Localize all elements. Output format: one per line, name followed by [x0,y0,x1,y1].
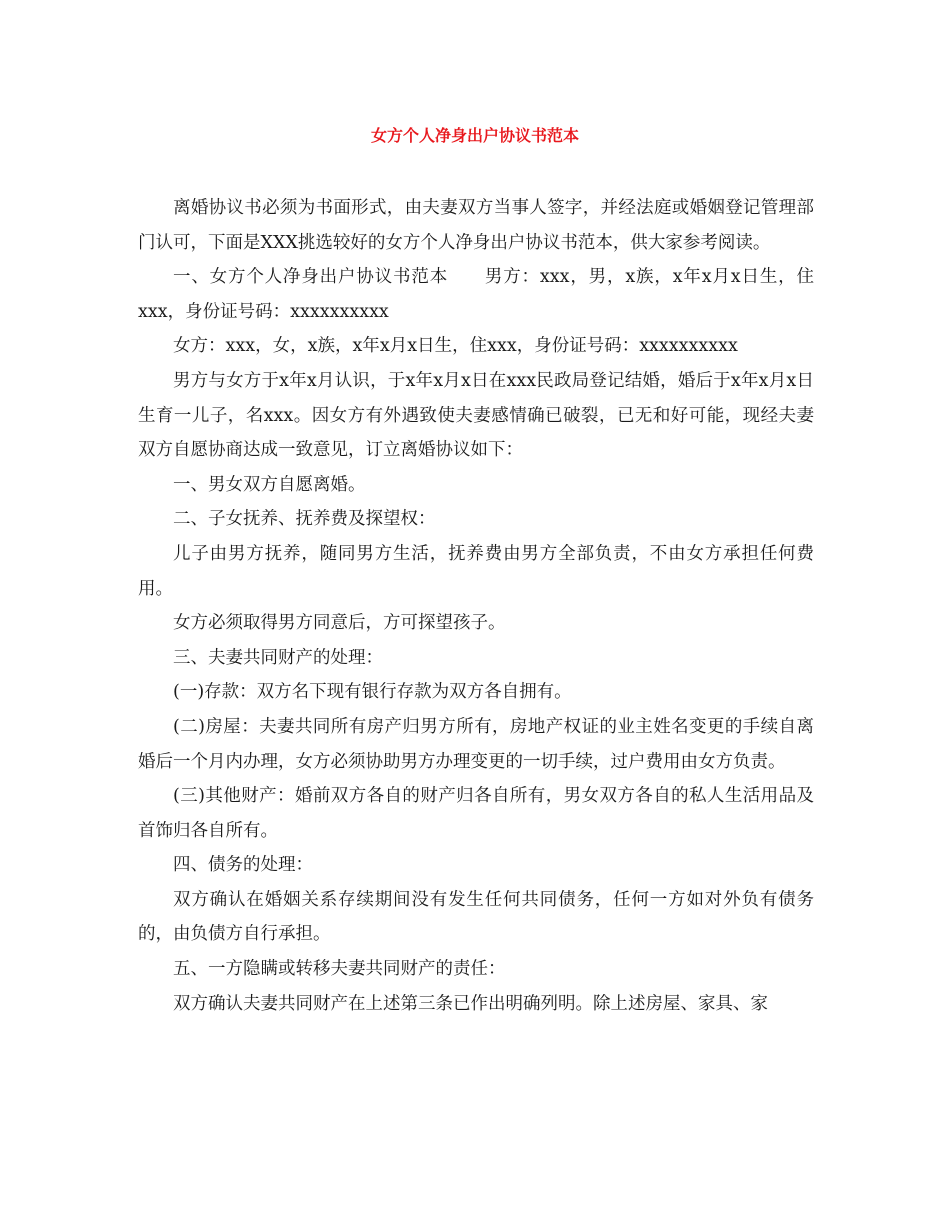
clause-divorce: 一、男女双方自愿离婚。 [173,474,366,495]
intro-paragraph: 离婚协议书必须为书面形式，由夫妻双方当事人签字，并经法庭或婚姻登记管理部门认可，下面是XXX挑选较好的女方个人净身出户协议书范本，供大家参考阅读。 [138,198,814,253]
clause-child-visitation: 女方必须取得男方同意后，方可探望孩子。 [173,613,506,634]
document-title: 女方个人净身出户协议书范本 [370,126,579,145]
clause-debt-heading: 四、债务的处理： [173,855,313,876]
clause-property-house: (二)房屋：夫妻共同所有房产归男方所有，房地产权证的业主姓名变更的手续自离婚后一个月内办理，女方必须协助男方办理变更的一切手续，过户费用由女方负责。 [138,716,814,772]
clause-concealment-body: 双方确认夫妻共同财产在上述第三条已作出明确列明。除上述房屋、家具、家 [173,993,768,1014]
clause-child-heading: 二、子女抚养、抚养费及探望权： [173,509,436,530]
document-body [138,191,814,1021]
section-heading-agreement [138,260,814,329]
clause-property-other: (三)其他财产：婚前双方各自的财产归各自所有，男女双方各自的私人生活用品及首饰归各自所有。 [138,786,814,841]
clause-property-heading: 三、夫妻共同财产的处理： [173,647,383,668]
clause-child-custody: 儿子由男方抚养，随同男方生活，抚养费由男方全部负责，不由女方承担任何费用。 [138,543,814,599]
marriage-background-paragraph: 男方与女方于x年x月认识，于x年x月x日在xxx民政局登记结婚，婚后于x年x月x日生育一儿子，名xxx。因女方有外遇致使夫妻感情确已破裂，已无和好可能，现经夫妻双方自愿协商达成一致意见，订立离婚协议如下： [138,370,814,461]
clause-debt-body: 双方确认在婚姻关系存续期间没有发生任何共同债务，任何一方如对外负有债务的，由负债方自行承担。 [138,889,814,945]
husband-info: 男方：xxx，男，x族，x年x月x日生，住xxx，身份证号码：xxxxxxxxxx [138,267,814,322]
wife-info: 女方：xxx，女，x族，x年x月x日生，住xxx，身份证号码：xxxxxxxxxx [173,336,738,357]
agreement-heading: 一、女方个人净身出户协议书范本 [173,267,449,288]
clause-property-deposits: (一)存款：双方名下现有银行存款为双方各自拥有。 [173,682,572,703]
clause-concealment-heading: 五、一方隐瞒或转移夫妻共同财产的责任： [173,959,506,980]
